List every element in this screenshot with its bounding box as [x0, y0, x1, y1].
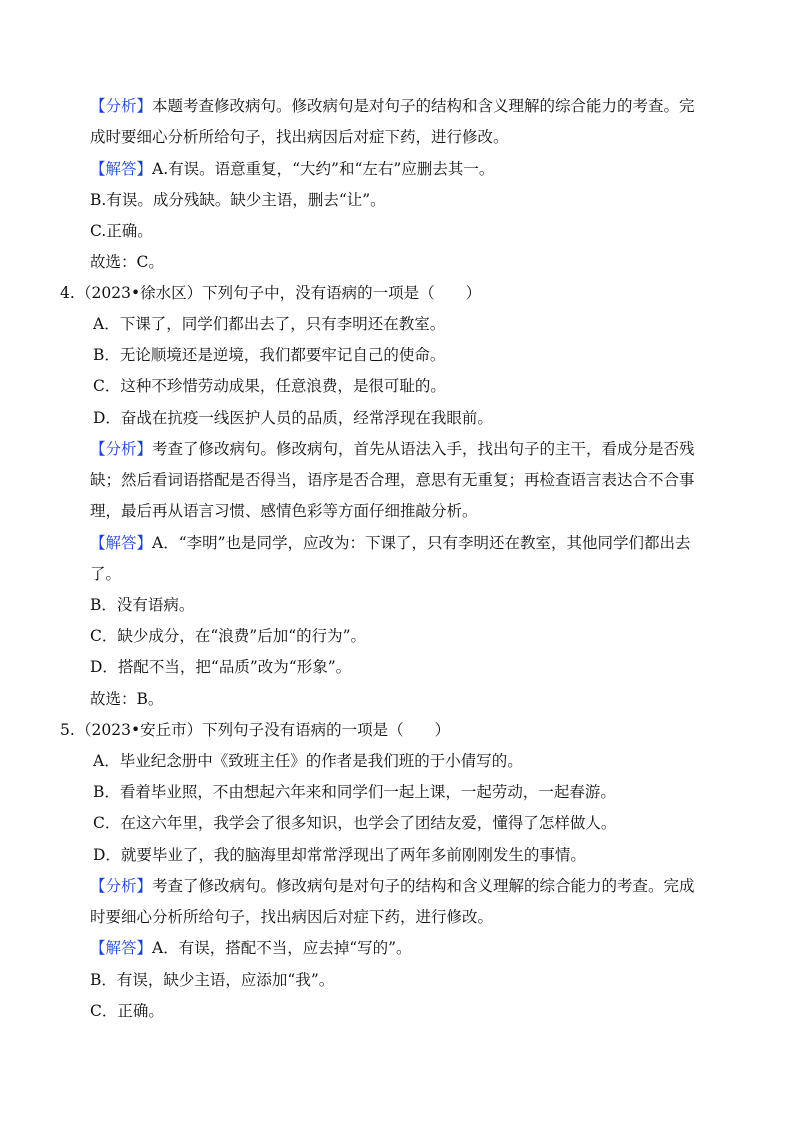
answer-line: 【解答】A．有误，搭配不当，应去掉“写的”。 — [90, 939, 412, 957]
option-line: C．在这六年里，我学会了很多知识，也学会了团结友爱，懂得了怎样做人。 — [93, 814, 617, 832]
option-line: A．毕业纪念册中《致班主任》的作者是我们班的于小倩写的。 — [93, 752, 523, 770]
analysis-line: 【分析】考查了修改病句。修改病句，首先从语法入手，找出句子的主干，看成分是否残 — [90, 440, 695, 458]
analysis-line: 【分析】本题考查修改病句。修改病句是对句子的结构和含义理解的综合能力的考查。完 — [90, 97, 695, 115]
option-line: B．无论顺境还是逆境，我们都要牢记自己的使命。 — [93, 346, 446, 364]
answer-tag: 【解答】 — [90, 160, 153, 178]
option-line: B．看着毕业照，不由想起六年来和同学们一起上课，一起劳动，一起春游。 — [93, 783, 616, 801]
choice-line: 故选：B。 — [90, 690, 164, 708]
analysis-line: 成时要细心分析所给句子，找出病因后对症下药，进行修改。 — [90, 128, 509, 146]
analysis-line: 缺；然后看词语搭配是否得当，语序是否合理，意思有无重复；再检查语言表达合不合事 — [90, 471, 695, 489]
question-stem: （2023•徐水区）下列句子中，没有语病的一项是（ ） — [76, 284, 482, 302]
question-stem: （2023•安丘市）下列句子没有语病的一项是（ ） — [76, 721, 451, 739]
analysis-line: 理，最后再从语言习惯、感情色彩等方面仔细推敲分析。 — [90, 502, 478, 520]
analysis-line: 【分析】考查了修改病句。修改病句是对句子的结构和含义理解的综合能力的考查。完成 — [90, 877, 695, 895]
answer-line: D．搭配不当，把“品质”改为“形象”。 — [90, 658, 352, 676]
answer-line: 了。 — [90, 565, 122, 583]
answer-line: B.有误。成分残缺。缺少主语，删去“让”。 — [90, 191, 386, 209]
option-line: A．下课了，同学们都出去了，只有李明还在教室。 — [93, 315, 446, 333]
question-number: 5. — [60, 721, 75, 739]
answer-line: 【解答】A．“李明”也是同学，应改为：下课了，只有李明还在教室，其他同学们都出去 — [90, 534, 691, 552]
analysis-tag: 【分析】 — [90, 440, 153, 458]
analysis-line: 时要细心分析所给句子，找出病因后对症下药，进行修改。 — [90, 908, 494, 926]
analysis-tag: 【分析】 — [90, 97, 153, 115]
question-number: 4. — [60, 284, 75, 302]
answer-tag: 【解答】 — [90, 534, 153, 552]
answer-line: 【解答】A.有误。语意重复，“大约”和“左右”应删去其一。 — [90, 160, 495, 178]
answer-line: C．缺少成分，在“浪费”后加“的行为”。 — [90, 627, 367, 645]
option-line: D．就要毕业了，我的脑海里却常常浮现出了两年多前刚刚发生的事情。 — [93, 846, 586, 864]
answer-tag: 【解答】 — [90, 939, 153, 957]
option-line: D．奋战在抗疫一线医护人员的品质，经常浮现在我眼前。 — [93, 409, 493, 427]
answer-line: B．有误，缺少主语，应添加“我”。 — [90, 971, 335, 989]
answer-line: B．没有语病。 — [90, 596, 195, 614]
choice-line: 故选：C。 — [90, 253, 164, 271]
option-line: C．这种不珍惜劳动成果，任意浪费，是很可耻的。 — [93, 377, 446, 395]
answer-line: C．正确。 — [90, 1002, 164, 1020]
answer-line: C.正确。 — [90, 222, 153, 240]
analysis-tag: 【分析】 — [90, 877, 153, 895]
